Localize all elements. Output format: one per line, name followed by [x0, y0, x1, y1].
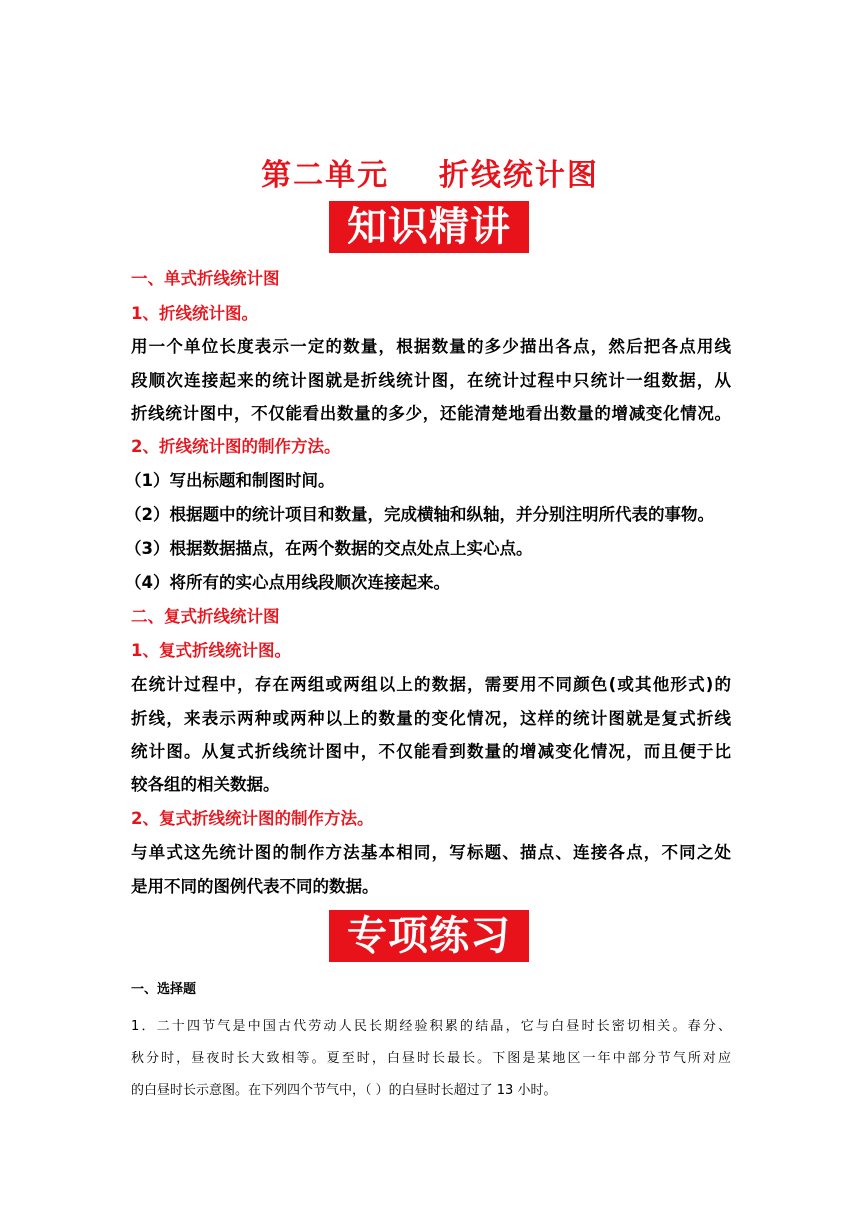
step-item: （2）根据题中的统计项目和数量，完成横轴和纵轴，并分别注明所代表的事物。 — [125, 505, 714, 524]
practice-banner: 专项练习 — [329, 910, 529, 962]
paragraph-line: 较各组的相关数据。 — [131, 775, 280, 794]
question-line: 的白昼时长示意图。在下列四个节气中，（ ）的白昼时长超过了 13 小时。 — [131, 1083, 557, 1098]
paragraph-line: 用一个单位长度表示一定的数量，根据数量的多少描出各点，然后把各点用线 — [131, 337, 731, 356]
step-item: （4）将所有的实心点用线段顺次连接起来。 — [125, 573, 450, 592]
subheading-compound-method: 2、复式折线统计图的制作方法。 — [131, 809, 374, 828]
subheading-line-chart-method: 2、折线统计图的制作方法。 — [131, 437, 341, 456]
paragraph-line: 折线，来表示两种或两种以上的数量的变化情况，这样的统计图就是复式折线 — [131, 709, 731, 728]
paragraph-line: 与单式这先统计图的制作方法基本相同，写标题、描点、连接各点，不同之处 — [131, 843, 731, 862]
step-item: （3）根据数据描点，在两个数据的交点处点上实心点。 — [125, 539, 533, 558]
subheading-line-chart: 1、折线统计图。 — [131, 304, 258, 323]
section-heading-single-line-chart: 一、单式折线统计图 — [131, 269, 280, 288]
question-section-heading: 一、选择题 — [131, 982, 197, 997]
question-line: 秋分时，昼夜时长大致相等。夏至时，白昼时长最长。下图是某地区一年中部分节气所对应 — [131, 1051, 731, 1066]
paragraph-line: 折线统计图中，不仅能看出数量的多少，还能清楚地看出数量的增减变化情况。 — [131, 404, 731, 423]
question-line: 1．二十四节气是中国古代劳动人民长期经验积累的结晶，它与白昼时长密切相关。春分、 — [131, 1019, 731, 1034]
page-title: 第二单元 折线统计图 — [261, 158, 599, 193]
subheading-compound-line-chart: 1、复式折线统计图。 — [131, 641, 291, 660]
paragraph-line: 统计图。从复式折线统计图中，不仅能看到数量的增减变化情况，而且便于比 — [131, 742, 731, 761]
section-heading-compound-line-chart: 二、复式折线统计图 — [131, 607, 280, 626]
paragraph-line: 段顺次连接起来的统计图就是折线统计图，在统计过程中只统计一组数据，从 — [131, 371, 731, 390]
knowledge-banner: 知识精讲 — [329, 201, 529, 253]
paragraph-line: 是用不同的图例代表不同的数据。 — [131, 877, 379, 896]
paragraph-line: 在统计过程中，存在两组或两组以上的数据，需要用不同颜色(或其他形式)的 — [131, 675, 731, 694]
step-item: （1）写出标题和制图时间。 — [125, 471, 335, 490]
